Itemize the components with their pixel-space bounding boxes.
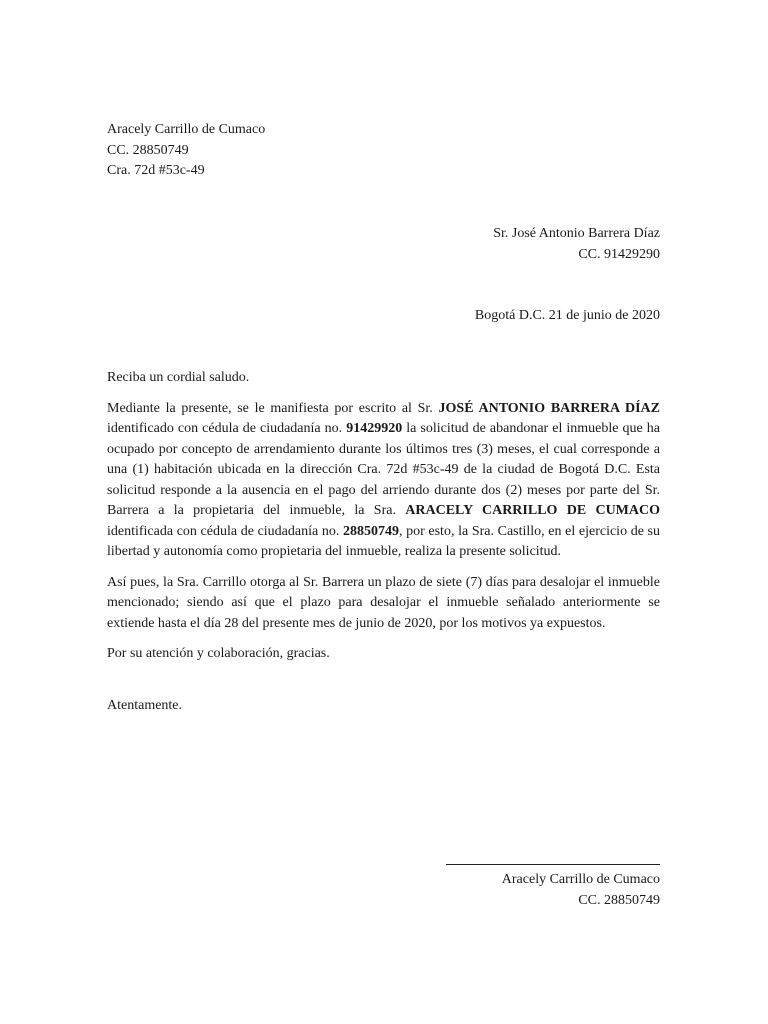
recipient-block bbox=[493, 224, 660, 265]
closing-line: Atentamente. bbox=[107, 697, 183, 713]
recipient-id-bold: 91429920 bbox=[346, 421, 403, 436]
owner-name-bold: ARACELY CARRILLO DE CUMACO bbox=[405, 503, 661, 518]
sender-block bbox=[107, 120, 265, 182]
signature-name: Aracely Carrillo de Cumaco bbox=[501, 872, 660, 887]
paragraph-deadline: Así pues, la Sra. Carrillo otorga al Sr. Barrera un plazo de siete (7) días para desalojar el inmueble mencionado; siendo así que el plazo para desalojar el inmueble señalado anteriormente se extiende hasta el día 28 del presente mes de junio de 2020, por los motivos ya expuestos. bbox=[107, 574, 660, 631]
sender-id: CC. 28850749 bbox=[107, 142, 189, 158]
p1-text-3: la solicitud de abandonar el inmueble que ha ocupado por concepto de arrendamiento durante los últimos tres (3) meses, el cual corresponde a una (1) habitación ubicada en la dirección Cra. 72d #53c-49 de la ciudad de Bogotá D.C. Esta solicitud responde a la ausencia en el pago del arriendo durante dos (2) meses por parte del Sr. Barrera a la propietaria del inmueble, la Sra. bbox=[107, 421, 660, 518]
recipient-name-bold: JOSÉ ANTONIO BARRERA DÍAZ bbox=[438, 400, 660, 416]
p1-text-2: identificado con cédula de ciudadanía no. bbox=[107, 421, 347, 436]
p1-text-1: Mediante la presente, se le manifiesta por escrito al Sr. bbox=[107, 400, 439, 416]
date-text: Bogotá D.C. 21 de junio de 2020 bbox=[474, 308, 660, 323]
greeting: Reciba un cordial saludo. bbox=[107, 370, 250, 385]
recipient-name: Sr. José Antonio Barrera Díaz bbox=[493, 226, 660, 241]
signature-line bbox=[446, 864, 660, 865]
letter-body bbox=[107, 368, 660, 726]
letter-date bbox=[475, 306, 660, 327]
p1-text-4: identificada con cédula de ciudadanía no. bbox=[107, 523, 343, 539]
paragraph-request bbox=[107, 399, 660, 563]
thanks-line: Por su atención y colaboración, gracias. bbox=[107, 646, 330, 661]
signature-id: CC. 28850749 bbox=[578, 892, 660, 908]
signature-block bbox=[502, 870, 660, 911]
sender-name: Aracely Carrillo de Cumaco bbox=[107, 122, 266, 137]
sender-address: Cra. 72d #53c-49 bbox=[107, 163, 205, 178]
p1-text-5: , por esto, la Sra. Castillo, en el ejercicio de su libertad y autonomía como propietaria del inmueble, realiza la presente solicitud. bbox=[107, 523, 660, 559]
owner-id-bold: 28850749 bbox=[342, 523, 399, 539]
recipient-id: CC. 91429290 bbox=[578, 246, 660, 262]
